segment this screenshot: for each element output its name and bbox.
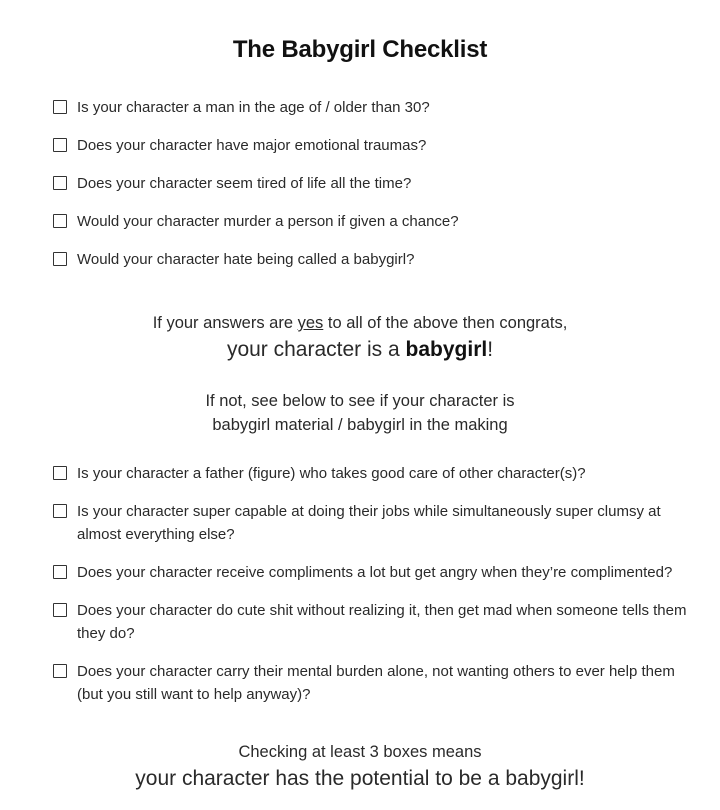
checkbox[interactable]	[53, 466, 67, 480]
result-line-2: your character has the potential to be a babygirl!	[135, 767, 585, 790]
checklist-item-text: Does your character receive compliments a lot but get angry when they’re complimented?	[77, 564, 673, 581]
result-statement-secondary	[0, 740, 720, 794]
checklist-item-text: Would your character hate being called a babygirl?	[77, 251, 415, 268]
checkbox[interactable]	[53, 138, 67, 152]
checkbox[interactable]	[53, 664, 67, 678]
checklist-item-text: Would your character murder a person if given a chance?	[77, 213, 459, 230]
intro-line-1: If not, see below to see if your character is	[205, 392, 515, 410]
checklist-item-text: Is your character super capable at doing their jobs while simultaneously super clumsy at almost everything else?	[77, 503, 661, 543]
checkbox[interactable]	[53, 214, 67, 228]
checklist-item-text: Does your character do cute shit without realizing it, then get mad when someone tells them they do?	[77, 602, 687, 642]
result-emphasis-babygirl: babygirl	[405, 338, 488, 361]
result-text: your character is a	[226, 338, 406, 361]
checkbox[interactable]	[53, 565, 67, 579]
result-text: !	[487, 338, 494, 361]
result-line-2	[0, 335, 720, 365]
checkbox[interactable]	[53, 603, 67, 617]
checklist-item-text: Is your character a father (figure) who takes good care of other character(s)?	[77, 465, 586, 482]
checkbox[interactable]	[53, 252, 67, 266]
intro-line-2: babygirl material / babygirl in the making	[212, 416, 508, 434]
secondary-intro	[0, 389, 720, 437]
result-emphasis-yes: yes	[297, 314, 324, 332]
result-statement-primary	[0, 311, 720, 365]
page-title: The Babygirl Checklist	[232, 36, 488, 63]
checkbox[interactable]	[53, 504, 67, 518]
result-line-1: Checking at least 3 boxes means	[238, 743, 482, 761]
checklist-item-text: Does your character seem tired of life all the time?	[77, 175, 412, 192]
checklist-item-text: Does your character have major emotional traumas?	[77, 137, 427, 154]
result-text: If your answers are	[152, 314, 298, 332]
checklist-item-text: Does your character carry their mental burden alone, not wanting others to ever help them (but you still want to help anyway)?	[77, 663, 675, 703]
checkbox[interactable]	[53, 176, 67, 190]
result-line-1	[0, 311, 720, 335]
checklist-item-text: Is your character a man in the age of / older than 30?	[77, 99, 430, 116]
checkbox[interactable]	[53, 100, 67, 114]
result-text: to all of the above then congrats,	[323, 314, 568, 332]
